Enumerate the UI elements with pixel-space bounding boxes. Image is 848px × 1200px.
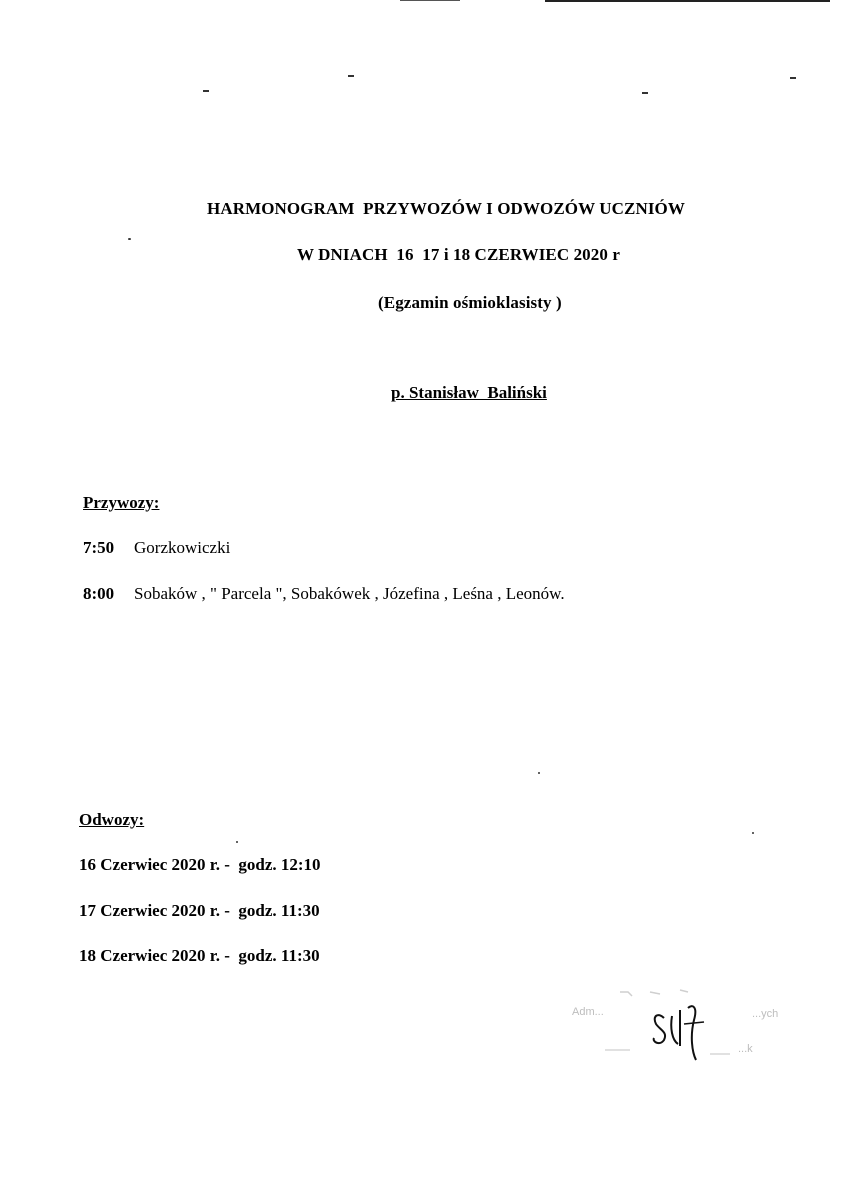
scan-speck xyxy=(203,90,209,92)
driver-name: p. Stanisław Baliński xyxy=(391,383,547,402)
przywozy-heading: Przywozy: xyxy=(83,493,160,512)
przywozy-time: 7:50 xyxy=(83,538,115,557)
scan-edge-line xyxy=(545,0,830,2)
przywozy-row xyxy=(83,584,565,604)
scan-edge-line xyxy=(400,0,460,1)
title-line-2: W DNIACH 16 17 i 18 CZERWIEC 2020 r xyxy=(297,245,620,264)
title-line-1: HARMONOGRAM PRZYWOZÓW I ODWOZÓW UCZNIÓW xyxy=(207,199,685,218)
signature-graphic xyxy=(560,980,810,1075)
stamp-text: Adm... xyxy=(572,1006,604,1018)
przywozy-places: Gorzkowiczki xyxy=(134,538,231,557)
signature-stroke xyxy=(654,1015,665,1043)
stamp-faint-stroke xyxy=(620,990,688,996)
scan-speck xyxy=(752,832,754,834)
scan-speck xyxy=(642,92,648,94)
odwozy-row: 17 Czerwiec 2020 r. - godz. 11:30 xyxy=(79,901,320,920)
stamp-text: ...k xyxy=(738,1043,753,1055)
scan-speck xyxy=(538,772,540,774)
stamp-text: ...ych xyxy=(752,1008,779,1020)
signature-stroke xyxy=(671,1010,680,1046)
title-line-3: (Egzamin ośmioklasisty ) xyxy=(378,293,562,312)
odwozy-row: 18 Czerwiec 2020 r. - godz. 11:30 xyxy=(79,946,320,965)
przywozy-places: Sobaków , " Parcela ", Sobakówek , Józefina , Leśna , Leonów. xyxy=(134,584,565,603)
odwozy-row: 16 Czerwiec 2020 r. - godz. 12:10 xyxy=(79,855,321,874)
stamp-faint-stroke xyxy=(605,1050,730,1054)
signature-stroke xyxy=(688,1006,696,1060)
przywozy-time: 8:00 xyxy=(83,584,115,603)
scan-speck xyxy=(128,238,131,240)
scan-speck xyxy=(790,77,796,79)
signature-stroke xyxy=(684,1022,704,1024)
scan-speck xyxy=(348,75,354,77)
przywozy-row xyxy=(83,538,230,558)
scan-speck xyxy=(236,841,238,843)
odwozy-heading: Odwozy: xyxy=(79,810,145,829)
stamp-with-signature xyxy=(560,980,810,1075)
